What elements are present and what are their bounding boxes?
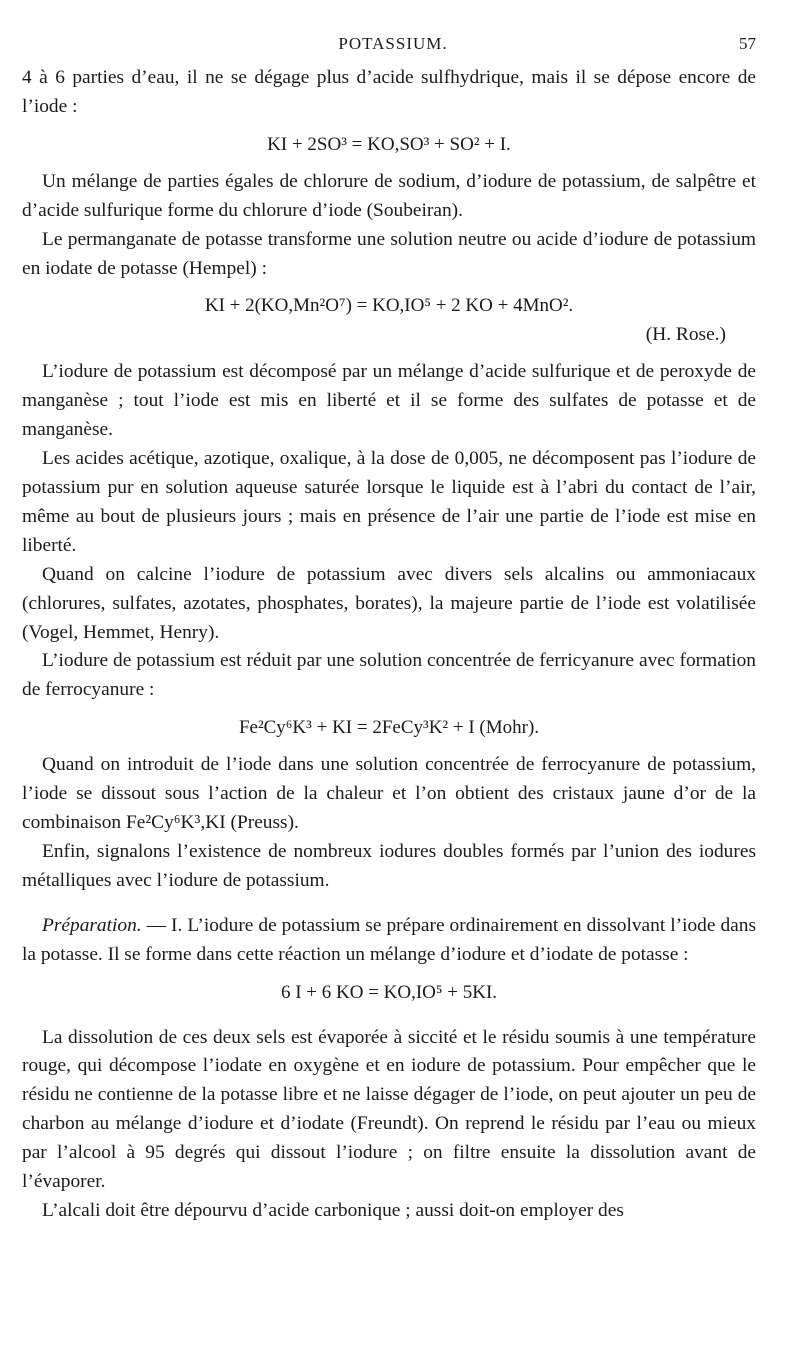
section-heading-preparation: Préparation. xyxy=(42,914,142,936)
paragraph-acides: Les acides acétique, azotique, oxalique, à la dose de 0,005, ne décomposent pas l’iodure de potassium pur en solution aqueuse saturée lorsque le liquide est à l’abri du contact de l’air, même au bout de plusieurs jours ; mais en présence de l’air une partie de l’iode est mise en liberté. xyxy=(22,448,756,556)
paragraph-permanganate: Le permanganate de potasse transforme une solution neutre ou acide d’iodure de potassium en iodate de potasse (Hempel) : xyxy=(22,228,756,279)
paragraph-peroxyde: L’iodure de potassium est décomposé par un mélange d’acide sulfurique et de peroxyde de manganèse ; tout l’iode est mis en liberté et il se forme des sulfates de potasse et de manganèse. xyxy=(22,361,756,441)
paragraph-chlorure-iode: Un mélange de parties égales de chlorure de sodium, d’iodure de potassium, de salpêtre et d’acide sulfurique forme du chlorure d’iode (Soubeiran). xyxy=(22,170,756,221)
page-header xyxy=(30,34,756,60)
paragraph-preparation-text: — I. L’iodure de potassium se prépare ordinairement en dissolvant l’iode dans la potasse. Il se forme dans cette réaction un mélange d’iodure et d’iodate de potasse : xyxy=(22,914,756,965)
page-number: 57 xyxy=(739,34,756,53)
formula-ki-so3: KI + 2SO³ = KO,SO³ + SO² + I. xyxy=(267,133,511,155)
formula-ferricyanure: Fe²Cy⁶K³ + KI = 2FeCy³K² + I (Mohr). xyxy=(238,717,540,739)
formula-iode-potasse: 6 I + 6 KO = KO,IO⁵ + 5KI. xyxy=(280,981,498,1003)
page-body xyxy=(22,64,756,1226)
paragraph-ferrocyanure: Quand on introduit de l’iode dans une solution concentrée de ferrocyanure de potassium, l’iode se dissout sous l’action de la chaleur et l’on obtient des cristaux jaune d’or de la combinaison Fe²Cy⁶K³,KI (Preuss). xyxy=(22,754,756,834)
paragraph-alcali: L’alcali doit être dépourvu d’acide carbonique ; aussi doit-on employer des xyxy=(42,1200,624,1221)
paragraph-dissolution: La dissolution de ces deux sels est évaporée à siccité et le résidu soumis à une température rouge, qui décompose l’iodate en oxygène et en iodure de potassium. Pour empêcher que le résidu ne contienne de la potasse libre et ne laisse dégager de l’iode, on peut ajouter un peu de charbon au mélange d’iodure et d’iodate (Freundt). On reprend le résidu par l’eau ou mieux par l’alcool à 95 degrés qui dissout l’iodure ; on filtre ensuite la dissolution avant de l’évaporer. xyxy=(22,1026,756,1193)
formula-attribution: (H. Rose.) xyxy=(645,324,726,346)
paragraph-preparation xyxy=(22,912,756,970)
paragraph-continuation: 4 à 6 parties d’eau, il ne se dégage plus d’acide sulfhydrique, mais il se dépose encore de l’iode : xyxy=(22,67,756,117)
formula-permanganate: KI + 2(KO,Mn²O⁷) = KO,IO⁵ + 2 KO + 4MnO². xyxy=(204,295,574,317)
paragraph-ferricyanure: L’iodure de potassium est réduit par une solution concentrée de ferricyanure avec formation de ferrocyanure : xyxy=(22,650,756,701)
paragraph-calcine: Quand on calcine l’iodure de potassium avec divers sels alcalins ou ammoniacaux (chlorures, sulfates, azotates, phosphates, borates), la majeure partie de l’iode est volatilisée (Vogel, Hemmet, Henry). xyxy=(22,563,756,643)
paragraph-iodures-doubles: Enfin, signalons l’existence de nombreux iodures doubles formés par l’union des iodures métalliques avec l’iodure de potassium. xyxy=(22,840,756,891)
running-head: POTASSIUM. xyxy=(338,34,448,53)
